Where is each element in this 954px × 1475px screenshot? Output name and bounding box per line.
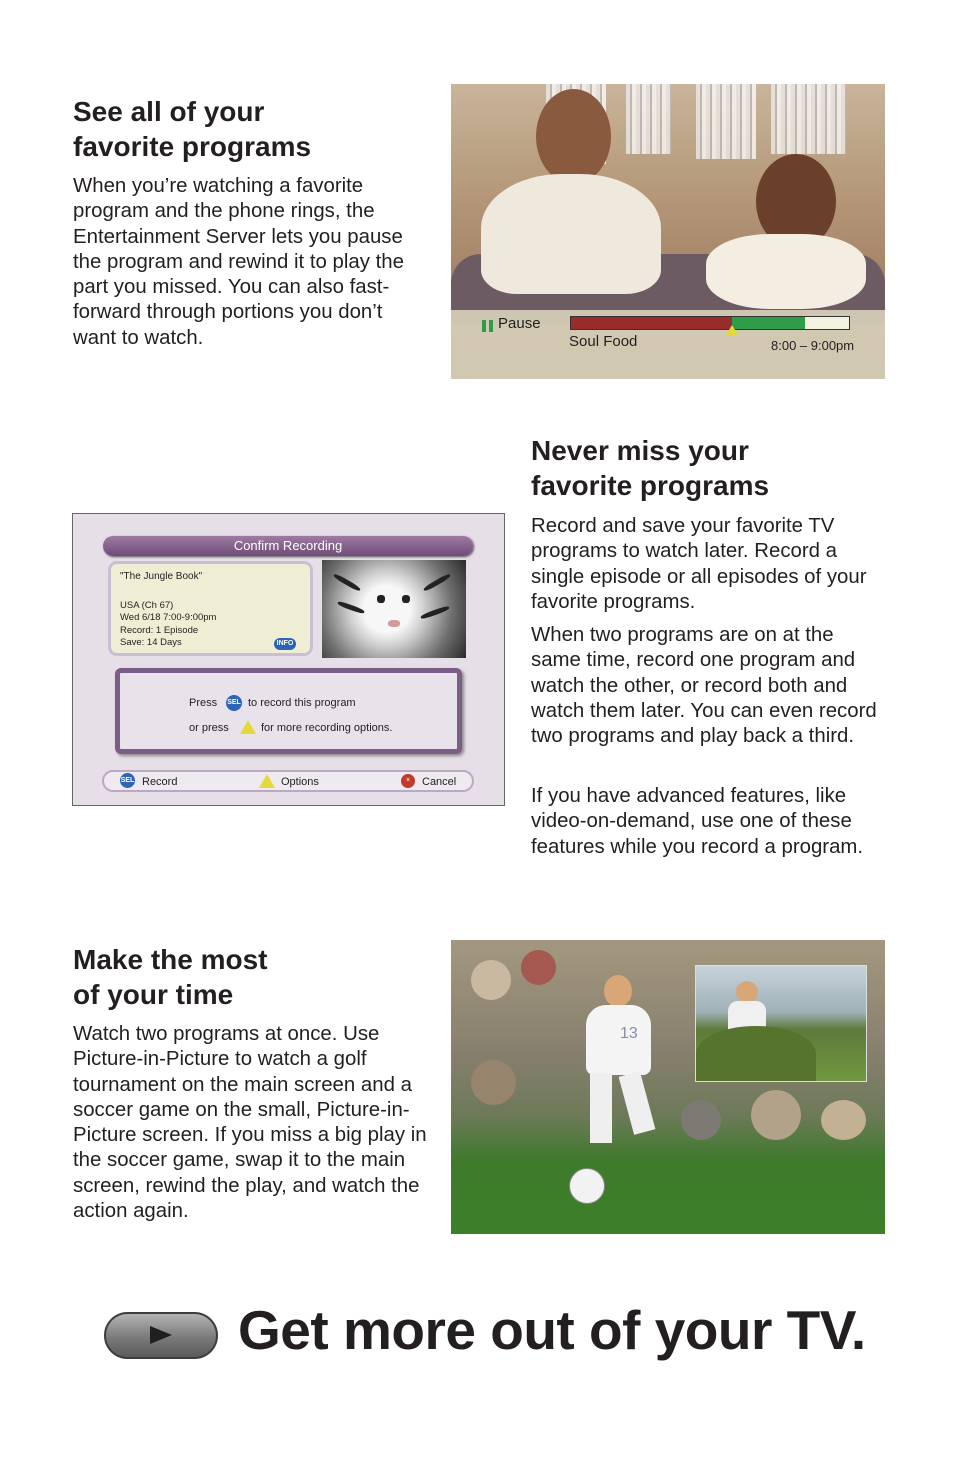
jersey-number: 13 [620,1025,638,1042]
playhead-marker-icon [726,325,738,335]
section2-paragraph1: Record and save your favorite TV programs to watch later. Record a single episode or all episodes of your favorite programs. [531,515,867,613]
program-details [120,600,216,649]
pause-status-bar [451,310,885,379]
cancel-button[interactable]: Cancel [422,776,457,788]
section1-heading [73,94,311,164]
soccer-ball [569,1168,605,1204]
sel-icon: SEL [226,695,242,711]
section2-heading [531,433,769,503]
cancel-icon[interactable]: × [401,774,415,788]
program-title: "The Jungle Book" [120,571,203,582]
play-button-icon [104,1312,218,1359]
section2-paragraph2: When two programs are on at the same time, record one program and watch the other, or record both and watch them later. You can even record two programs and play back a third. [531,624,877,748]
pause-label: Pause [498,315,541,332]
section1-heading-line2: favorite programs [73,131,312,162]
play-arrow-icon [150,1326,172,1344]
section2-heading-line2: favorite programs [531,470,770,501]
program-airing: Wed 6/18 7:00-9:00pm [120,612,217,624]
program-record-setting: Record: 1 Episode [120,624,199,636]
pip-golf-window [695,965,867,1082]
show-time-range: 8:00 – 9:00pm [771,338,855,353]
section3-heading [73,942,268,1012]
program-save-setting: Save: 14 Days [120,636,182,648]
prompt-press: Press [189,697,218,709]
section2-paragraph3: If you have advanced features, like video-on-demand, use one of these features while you record a program. [531,785,864,858]
prompt-record-text: to record this program [248,697,356,709]
progress-watched [571,317,732,329]
info-button[interactable]: INFO [274,638,296,650]
section3-body: Watch two programs at once. Use Picture-in-Picture to watch a golf tournament on the main screen and a soccer game on the small, Picture-in-Picture screen. If you miss a big play in the soccer game, swap it to the main screen, rewind the play, and watch the action again. [73,1023,427,1223]
soccer-player [576,975,666,1155]
program-channel: USA (Ch 67) [120,600,174,611]
options-warning-icon [240,720,256,734]
soccer-golf-pip-photo [451,940,885,1234]
recording-prompt-box [115,668,462,754]
section3-heading-line1: Make the most [73,944,268,975]
section1-heading-line1: See all of your [73,96,265,127]
confirm-recording-screen [72,513,505,806]
section2-heading-line1: Never miss your [531,435,749,466]
confirm-footer-bar [102,770,474,792]
tiger-thumbnail [322,560,466,658]
pause-icon [482,320,495,332]
couple-tv-photo [451,84,885,379]
program-info-card [108,561,313,656]
show-title: Soul Food [569,333,638,350]
record-button[interactable]: Record [142,776,178,788]
tagline: Get more out of your TV. [238,1299,866,1361]
progress-buffered [732,317,804,329]
prompt-options-text: for more recording options. [261,722,393,734]
record-sel-icon[interactable]: SEL [120,773,135,788]
prompt-or-press: or press [189,722,229,734]
options-button[interactable]: Options [281,776,319,788]
options-icon[interactable] [259,774,275,788]
section1-body: When you’re watching a favorite program and the phone rings, the Entertainment Server lets you pause the program and rewind it to play the part you missed. You can also fast-forward through portions you don’t want to watch. [73,175,404,349]
section3-heading-line2: of your time [73,979,234,1010]
playback-progress-bar [570,316,850,330]
confirm-recording-header: Confirm Recording [103,536,473,556]
